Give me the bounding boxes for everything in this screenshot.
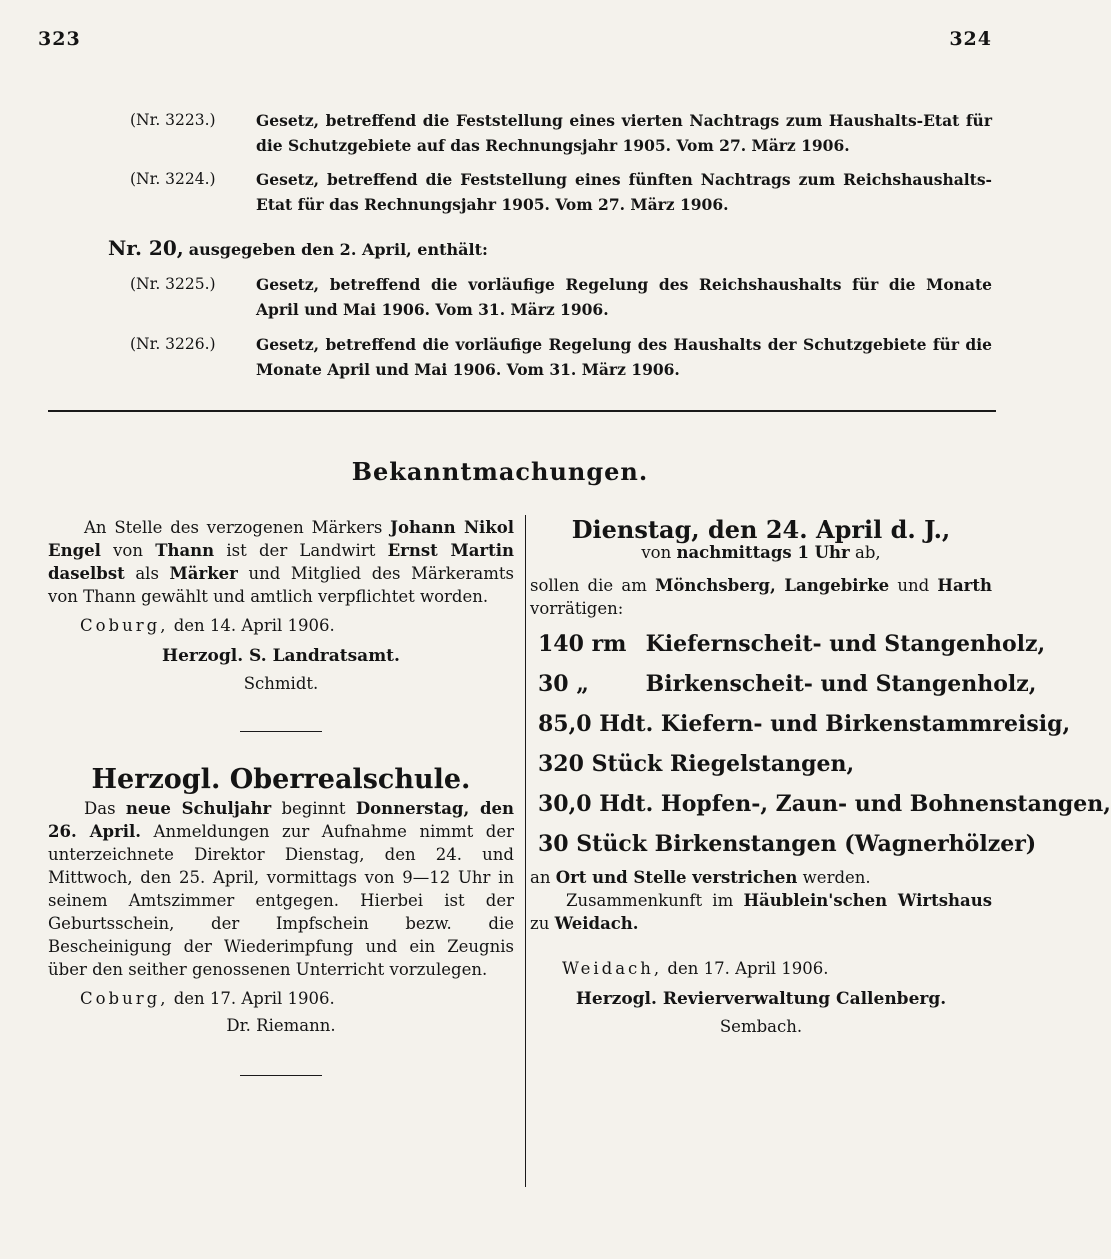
maerker-signature: Schmidt. (243, 674, 319, 693)
right-column (530, 515, 1111, 1038)
auction-date: Dienstag, den 24. April d. J., (571, 515, 951, 544)
column-divider (525, 515, 526, 1187)
maerker-office: Herzogl. S. Landratsamt. (162, 646, 400, 666)
auction-lot: 30 „ Birkenscheit- und Stangenholz, (538, 671, 1037, 697)
maerker-place-date: Coburg, den 14. April 1906. (80, 616, 335, 635)
law-entry-text: Gesetz, betreffend die vorläufige Regelung des Reichshaushalts für die Monate April und Mai 1906. Vom 31. März 1906. (256, 275, 992, 319)
auction-meeting: Zusammenkunft im Häublein'schen Wirtshaus zu Weidach. (530, 891, 992, 933)
issue-line (108, 236, 488, 260)
law-entry-text: Gesetz, betreffend die Feststellung eines fünften Nachtrags zum Reichshaushalts-Etat für das Rechnungsjahr 1905. Vom 27. März 1906. (256, 170, 992, 214)
auction-time: von nachmittags 1 Uhr ab, (641, 543, 881, 562)
law-entry-number: (Nr. 3225.) (130, 275, 216, 293)
section-title: Bekanntmachungen. (351, 457, 649, 486)
auction-office: Herzogl. Revierverwaltung Callenberg. (575, 989, 947, 1009)
auction-place-date: Weidach, den 17. April 1906. (562, 959, 829, 978)
auction-lot: 85,0 Hdt. Kiefern- und Birkenstammreisig, (538, 711, 1071, 737)
law-entry-text: Gesetz, betreffend die vorläufige Regelung des Haushalts der Schutzgebiete für die Monate April und Mai 1906. Vom 31. März 1906. (256, 335, 992, 379)
school-signature: Dr. Riemann. (226, 1016, 336, 1035)
auction-closing: an Ort und Stelle verstrichen werden. (530, 868, 871, 887)
auction-lot: 30 Stück Birkenstangen (Wagnerhölzer) (538, 831, 1037, 857)
issue-date: ausgegeben den 2. April, enthält: (188, 240, 488, 259)
page-number-left: 323 (38, 28, 81, 50)
page-number-right: 324 (949, 28, 992, 50)
law-entry (100, 108, 992, 158)
notice-divider (240, 1075, 322, 1076)
law-entry-number: (Nr. 3223.) (130, 111, 216, 129)
auction-lot: 30,0 Hdt. Hopfen-, Zaun- und Bohnenstangen, (538, 791, 1111, 817)
auction-lot: 140 rm Kiefernscheit- und Stangenholz, (538, 631, 1046, 657)
law-entry-number: (Nr. 3226.) (130, 335, 216, 353)
law-entry (100, 167, 992, 217)
issue-number: Nr. 20, (108, 236, 184, 260)
auction-lots (530, 624, 1111, 864)
law-entry (100, 332, 992, 382)
school-notice-text: Das neue Schuljahr beginnt Donnerstag, den 26. April. Anmeldungen zur Aufnahme nimmt der unterzeichnete Direktor Dienstag, den 24. und Mittwoch, den 25. April, vormittags von 9—12 Uhr in seinem Amtszimmer entgegen. Hierbei ist der Geburtsschein, der Impfschein bezw. die Bescheinigung der Wiederimpfung und ein Zeugnis über den seither genossenen Unterricht vorzulegen. (48, 799, 515, 979)
law-entry (100, 272, 992, 322)
left-column (48, 516, 514, 1076)
school-place-date: Coburg, den 17. April 1906. (80, 989, 335, 1008)
auction-intro: sollen die am Mönchsberg, Langebirke und Harth vorrätigen: (530, 576, 992, 618)
auction-lot: 320 Stück Riegelstangen, (538, 751, 855, 777)
law-entry-number: (Nr. 3224.) (130, 170, 216, 188)
maerker-notice-text: An Stelle des verzogenen Märkers Johann Nikol Engel von Thann ist der Landwirt Ernst Martin daselbst als Märker und Mitglied des Märkeramts von Thann gewählt und amtlich verpflichtet worden. (48, 518, 515, 606)
section-divider (48, 410, 996, 412)
law-entry-text: Gesetz, betreffend die Feststellung eines vierten Nachtrags zum Haushalts-Etat für die Schutzgebiete auf das Rechnungsjahr 1905. Vom 27. März 1906. (256, 111, 992, 155)
school-notice-title: Herzogl. Oberrealschule. (91, 764, 471, 795)
auction-signature: Sembach. (719, 1017, 803, 1036)
